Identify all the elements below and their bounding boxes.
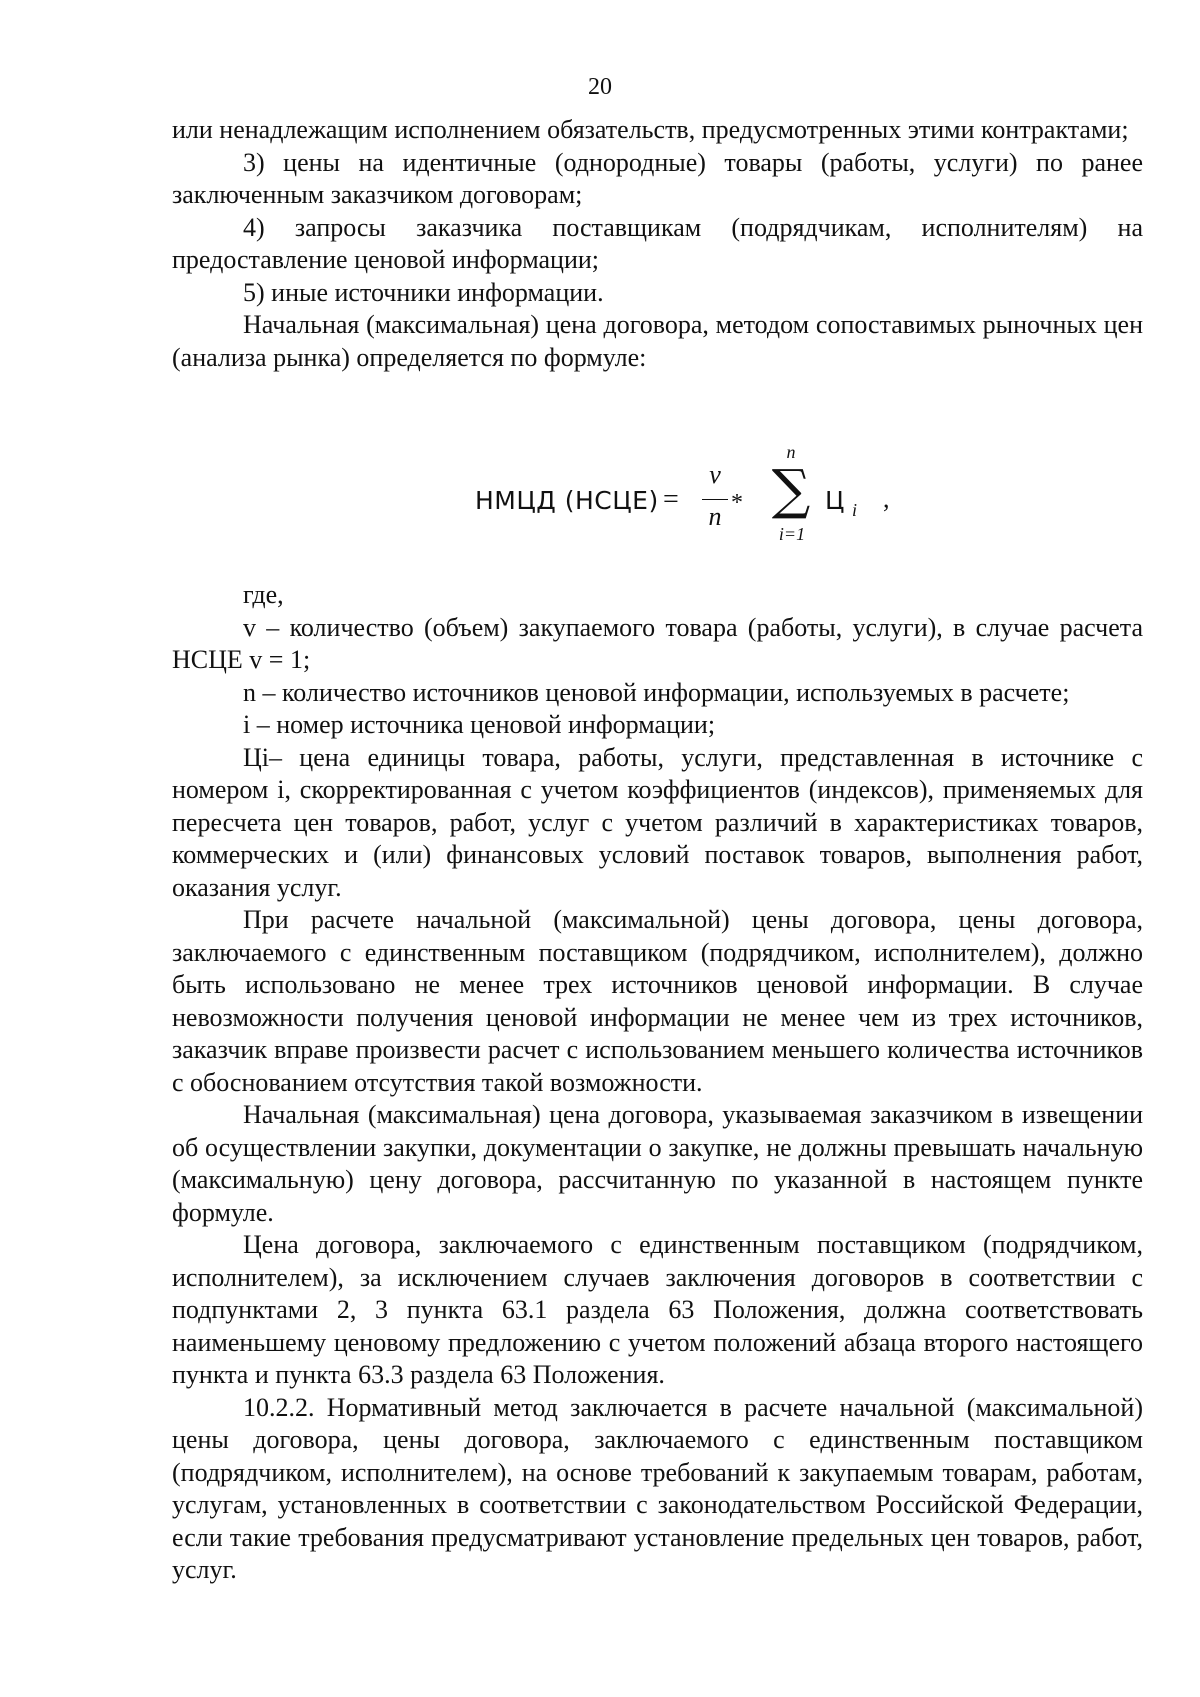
formula-sum-upper-limit: n: [786, 442, 796, 462]
formula-fraction-numerator: v: [709, 460, 721, 489]
page-number: 20: [588, 74, 612, 100]
formula-multiply: *: [731, 490, 743, 516]
price-formula: [475, 442, 890, 560]
formula-fraction-denominator: n: [708, 502, 722, 531]
paragraph-min-sources: При расчете начальной (максимальной) цены договора, цены договора, заключаемого с единственным поставщиком (подрядчиком, исполнителем), должно быть использовано не менее трех источников ценовой информации. В случае невозможности получения ценовой информации не менее чем из трех источников, заказчик вправе произвести расчет с использованием меньшего количества источников с обоснованием отсутствия такой возможности.: [172, 905, 1143, 1097]
definition-n: n – количество источников ценовой информации, используемых в расчете;: [243, 677, 1070, 707]
paragraph-single-supplier-price: Цена договора, заключаемого с единственным поставщиком (подрядчиком, исполнителем), за исключением случаев заключения договоров в соответствии с подпунктами 2, 3 пункта 63.1 раздела 63 Положения, должна соответствовать наименьшему ценовому предложению с учетом положений абзаца второго настоящего пункта и пункта 63.3 раздела 63 Положения.: [172, 1230, 1143, 1389]
formula-sum-symbol: ∑: [771, 458, 811, 521]
list-item-3: 3) цены на идентичные (однородные) товары (работы, услуги) по ранее заключенным заказчиком договорам;: [172, 147, 1143, 209]
paragraph-normative-method: 10.2.2. Нормативный метод заключается в расчете начальной (максимальной) цены договора, цены договора, заключаемого с единственным поставщиком (подрядчиком, исполнителем), на основе требований к закупаемым товарам, работам, услугам, установленных в соответствии с законодательством Российской Федерации, если такие требования предусматривают установление предельных цен товаров, работ, услуг.: [172, 1392, 1143, 1584]
definition-ts-i: Цi– цена единицы товара, работы, услуги, представленная в источнике с номером i, скорректированная с учетом коэффициентов (индексов), применяемых для пересчета цен товаров, работ, услуг с учетом различий в характеристиках товаров, коммерческих и (или) финансовых условий поставок товаров, выполнения работ, оказания услуг.: [172, 742, 1143, 902]
definition-i: i – номер источника ценовой информации;: [243, 710, 716, 739]
formula-fraction-bar: [702, 499, 728, 500]
formula-lhs: НМЦД (НСЦЕ): [475, 486, 659, 515]
formula-equals: =: [663, 484, 679, 515]
formula-term: Ц: [825, 486, 845, 515]
paragraph-formula-intro: Начальная (максимальная) цена договора, методом сопоставимых рыночных цен (анализа рынка) определяется по формуле:: [172, 310, 1143, 372]
bottom-text-block: [172, 579, 1143, 1587]
list-item-4: 4) запросы заказчика поставщикам (подрядчикам, исполнителям) на предоставление ценовой информации;: [172, 212, 1143, 274]
list-item-5: 5) иные источники информации.: [243, 277, 604, 307]
paragraph-where: где,: [243, 580, 284, 609]
top-text-block: [172, 114, 1143, 374]
paragraph-contracts-continuation: или ненадлежащим исполнением обязательств, предусмотренных этими контрактами;: [172, 115, 1129, 144]
formula-sum-lower-limit: i=1: [778, 524, 806, 544]
formula-trailing-comma: ,: [883, 484, 890, 513]
definition-v: v – количество (объем) закупаемого товара (работы, услуги), в случае расчета НСЦЕ v = 1;: [172, 612, 1143, 674]
paragraph-price-limit: Начальная (максимальная) цена договора, указываемая заказчиком в извещении об осуществлении закупки, документации о закупке, не должны превышать начальную (максимальную) цену договора, рассчитанную по указанной в настоящем пункте формуле.: [172, 1100, 1143, 1227]
formula-term-subscript: i: [852, 500, 858, 520]
